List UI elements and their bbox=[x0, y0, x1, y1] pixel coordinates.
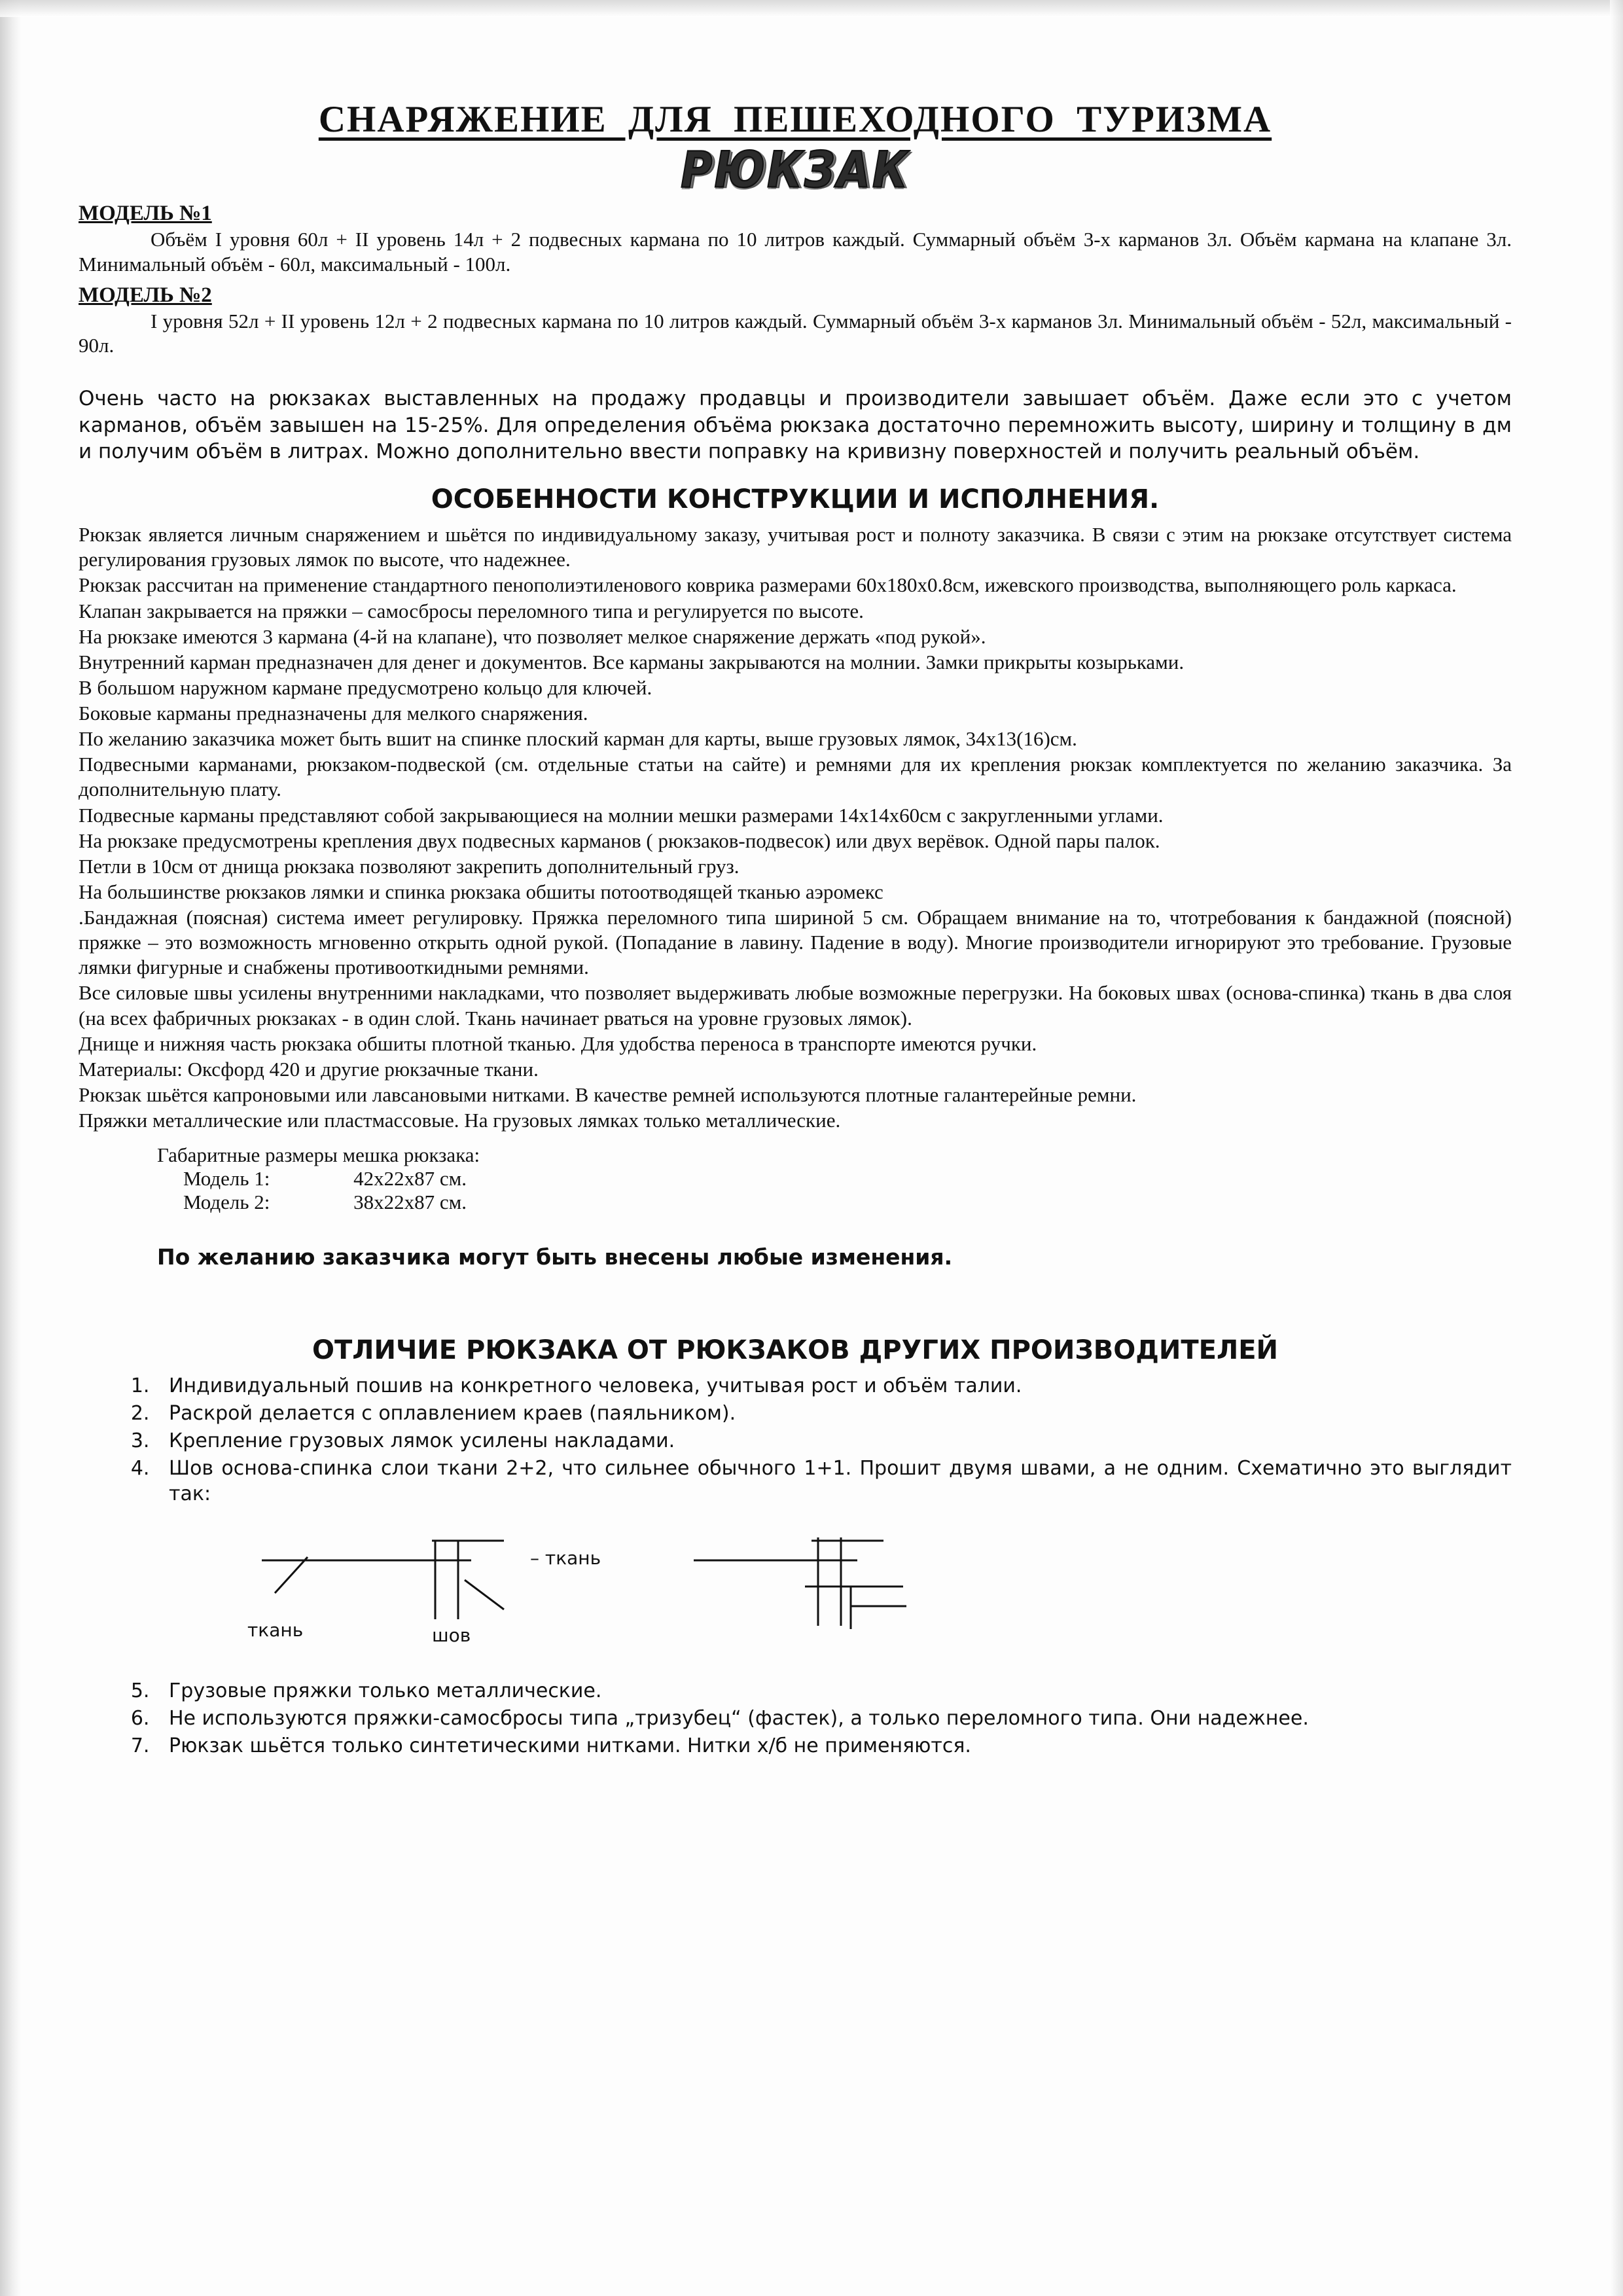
feature-line: Рюкзак шьётся капроновыми или лавсановыми нитками. В качестве ремней используются плотные галантерейные ремни. bbox=[79, 1083, 1137, 1106]
feature-line: .Бандажная (поясная) система имеет регулировку. Пряжка переломного типа шириной 5 см. Обращаем внимание на то, чтотребования к бандажной (поясной) пряжке – это возможность мгновенно открыть одной рукой. (Попадание в лавину. Падение в воду). Многие производители игнорируют это требование. Грузовые лямки фигурные и снабжены противооткидными ремнями. bbox=[79, 906, 1512, 979]
feature-line: Подвесные карманы представляют собой закрывающиеся на молнии мешки размерами 14х14х60см с закругленными углами. bbox=[79, 803, 1164, 827]
feature-line: Рюкзак рассчитан на применение стандартного пенополиэтиленового коврика размерами 60х180х0.8см, ижевского производства, выполняющего роль каркаса. bbox=[79, 573, 1457, 597]
dimensions-label: Модель 2: bbox=[183, 1191, 270, 1214]
differences-title: ОТЛИЧИЕ РЮКЗАКА ОТ РЮКЗАКОВ ДРУГИХ ПРОИЗВОДИТЕЛЕЙ bbox=[312, 1335, 1279, 1366]
custom-order-note: По желанию заказчика могут быть внесены любые изменения. bbox=[157, 1244, 953, 1270]
list-item: 2. Раскрой делается с оплавлением краев (паяльником). bbox=[156, 1401, 1512, 1426]
feature-line: Боковые карманы предназначены для мелкого снаряжения. bbox=[79, 702, 588, 725]
feature-line: Все силовые швы усилены внутренними накладками, что позволяет выдерживать любые возможные перегрузки. На боковых швах (основа-спинка) ткань в два слоя (на всех фабричных рюкзаках - в один слой. Ткань начинает рваться на уровне грузовых лямок). bbox=[79, 981, 1512, 1030]
scan-edge-right bbox=[1610, 0, 1623, 2296]
feature-line: Рюкзак является личным снаряжением и шьётся по индивидуальному заказу, учитывая рост и полноту заказчика. В связи с этим на рюкзаке отсутствует система регулирования грузовых лямок по высоте, что надежнее. bbox=[79, 523, 1512, 571]
feature-line: В большом наружном кармане предусмотрено кольцо для ключей. bbox=[79, 675, 652, 699]
list-item: 5. Грузовые пряжки только металлические. bbox=[156, 1678, 1512, 1704]
feature-line: Петли в 10см от днища рюкзака позволяют закрепить дополнительный груз. bbox=[79, 854, 740, 878]
list-item: 1. Индивидуальный пошив на конкретного человека, учитывая рост и объём талии. bbox=[156, 1373, 1512, 1399]
differences-list-part1 bbox=[79, 1373, 1512, 1507]
feature-line: Внутренний карман предназначен для денег и документов. Все карманы закрываются на молнии. Замки прикрыты козырьками. bbox=[79, 650, 1185, 673]
product-logo bbox=[79, 141, 1512, 199]
page-title: СНАРЯЖЕНИЕ ДЛЯ ПЕШЕХОДНОГО ТУРИЗМА bbox=[318, 99, 1272, 140]
feature-line: Материалы: Оксфорд 420 и другие рюкзачные ткани. bbox=[79, 1057, 539, 1081]
dimensions-block bbox=[79, 1143, 1512, 1214]
scan-edge-top bbox=[0, 0, 1623, 17]
volume-note: Очень часто на рюкзаках выставленных на продажу продавцы и производители завышает объём. Даже если это с учетом карманов, объём завышен на 15-25%. Для определения объёма рюкзака достаточно перемножить высоту, ширину и толщину в дм и получим объём в литрах. Можно дополнительно ввести поправку на кривизну поверхностей и получить реальный объём. bbox=[79, 387, 1512, 463]
differences-list-part2 bbox=[79, 1678, 1512, 1759]
seam-diagram-svg bbox=[196, 1521, 1047, 1652]
scan-edge-left bbox=[0, 0, 22, 2296]
logo-text: РЮКЗАК bbox=[681, 141, 910, 199]
dimensions-label: Модель 1: bbox=[183, 1167, 270, 1191]
dimensions-value: 38х22х87 см. bbox=[353, 1191, 467, 1214]
model-2-text: I уровня 52л + II уровень 12л + 2 подвесных кармана по 10 литров каждый. Суммарный объём 3-х карманов 3л. Минимальный объём - 52л, максимальный - 90л. bbox=[79, 309, 1512, 357]
model-1-text: Объём I уровня 60л + II уровень 14л + 2 подвесных кармана по 10 литров каждый. Суммарный объём 3-х карманов 3л. Объём кармана на клапане 3л. Минимальный объём - 60л, максимальный - 100л. bbox=[79, 228, 1512, 276]
feature-line: Клапан закрывается на пряжки – самосбросы переломного типа и регулируется по высоте. bbox=[79, 599, 864, 622]
model-1-heading: МОДЕЛЬ №1 bbox=[79, 202, 212, 225]
feature-line: На рюкзаке предусмотрены крепления двух подвесных карманов ( рюкзаков-подвесок) или двух верёвок. Одной пары палок. bbox=[79, 829, 1160, 852]
feature-line: Пряжки металлические или пластмассовые. На грузовых лямках только металлические. bbox=[79, 1109, 841, 1132]
feature-line: На рюкзаке имеются 3 кармана (4-й на клапане), что позволяет мелкое снаряжение держать «под рукой». bbox=[79, 624, 986, 648]
list-item: 6. Не используются пряжки-самосбросы типа „тризубец“ (фастек), а только переломного типа. Они надежнее. bbox=[156, 1706, 1512, 1731]
list-item: 7. Рюкзак шьётся только синтетическими нитками. Нитки х/б не применяются. bbox=[156, 1733, 1512, 1759]
diagram-label-fabric-top: – ткань bbox=[530, 1547, 601, 1570]
dimensions-row bbox=[183, 1167, 1512, 1191]
list-item: 3. Крепление грузовых лямок усилены накладами. bbox=[156, 1428, 1512, 1454]
feature-line: По желанию заказчика может быть вшит на спинке плоский карман для карты, выше грузовых лямок, 34х13(16)см. bbox=[79, 727, 1077, 751]
features-list bbox=[79, 522, 1512, 1133]
seam-diagram bbox=[79, 1521, 1512, 1672]
feature-line: Подвесными карманами, рюкзаком-подвеской (см. отдельные статьи на сайте) и ремнями для их крепления рюкзак комплектуется по желанию заказчика. За дополнительную плату. bbox=[79, 753, 1512, 801]
dimensions-value: 42х22х87 см. bbox=[353, 1167, 467, 1191]
feature-line: Днище и нижняя часть рюкзака обшиты плотной тканью. Для удобства переноса в транспорте имеются ручки. bbox=[79, 1031, 1037, 1055]
diagram-label-seam: шов bbox=[432, 1624, 471, 1647]
model-2-heading: МОДЕЛЬ №2 bbox=[79, 283, 212, 307]
dimensions-heading: Габаритные размеры мешка рюкзака: bbox=[157, 1143, 480, 1167]
dimensions-row bbox=[183, 1191, 1512, 1214]
feature-line: На большинстве рюкзаков лямки и спинка рюкзака обшиты потоотводящей тканью аэромекс bbox=[79, 880, 883, 903]
list-item: 4. Шов основа-спинка слои ткани 2+2, что сильнее обычного 1+1. Прошит двумя швами, а не одним. Схематично это выглядит так: bbox=[156, 1456, 1512, 1507]
diagram-label-fabric-left: ткань bbox=[247, 1619, 304, 1641]
features-title: ОСОБЕННОСТИ КОНСТРУКЦИИ И ИСПОЛНЕНИЯ. bbox=[431, 484, 1160, 515]
